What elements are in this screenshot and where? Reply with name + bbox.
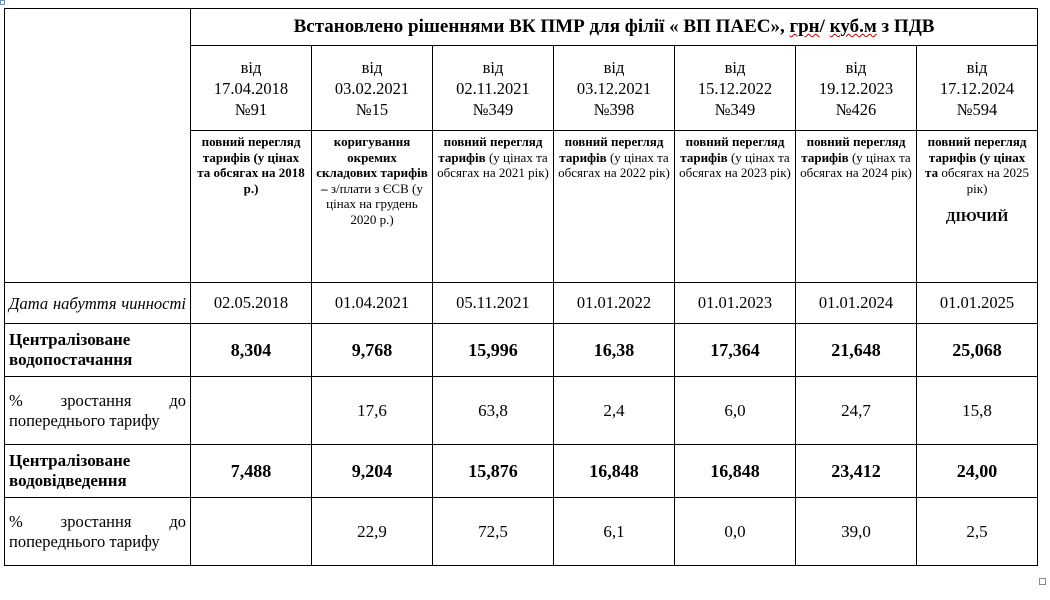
decision-header-0 bbox=[191, 46, 312, 131]
water-supply-growth-cell: 24,7 bbox=[796, 377, 917, 445]
growth-label-first-line: % зростання до bbox=[9, 512, 186, 531]
growth-label-rest: попереднього тарифу bbox=[9, 410, 160, 430]
decision-header-6 bbox=[917, 46, 1038, 131]
decision-header-2 bbox=[433, 46, 554, 131]
tariff-table-container bbox=[4, 8, 1038, 566]
water-supply-growth-cell bbox=[191, 377, 312, 445]
drainage-tariff: 23,412 bbox=[796, 445, 917, 498]
water-supply-label: Централізоване водопостачання bbox=[5, 324, 191, 377]
decision-number: №426 bbox=[835, 99, 877, 119]
effective-date-cell: 02.05.2018 bbox=[191, 283, 312, 324]
effective-date-cell: 05.11.2021 bbox=[433, 283, 554, 324]
title-suffix: з ПДВ bbox=[876, 16, 935, 37]
water-supply-tariff: 25,068 bbox=[917, 324, 1038, 377]
water-supply-growth-cell: 2,4 bbox=[554, 377, 675, 445]
decision-date: 03.12.2021 bbox=[576, 78, 652, 98]
decision-from: від bbox=[361, 57, 383, 77]
object-anchor-handle[interactable] bbox=[1039, 578, 1046, 585]
decision-number: №91 bbox=[234, 99, 268, 119]
tariff-table bbox=[4, 8, 1038, 566]
growth-label-rest: попереднього тарифу bbox=[9, 531, 160, 551]
decision-date: 19.12.2023 bbox=[818, 78, 894, 98]
drainage-growth-row bbox=[5, 498, 1038, 566]
decision-description-6 bbox=[917, 131, 1038, 283]
decision-from: від bbox=[482, 57, 504, 77]
water-supply-tariff: 21,648 bbox=[796, 324, 917, 377]
description-bold: повний перегляд тарифів bbox=[927, 134, 1027, 165]
drainage-tariff: 15,876 bbox=[433, 445, 554, 498]
empty-corner-cell bbox=[5, 9, 191, 283]
drainage-label: Централізоване водовідведення bbox=[5, 445, 191, 498]
title-text: Встановлено рішеннями ВК ПМР для філії « ВП ПАЕС», bbox=[293, 16, 790, 37]
description-bold-secondary: (у цінах та bbox=[925, 149, 1026, 180]
document-corner-mark bbox=[0, 0, 5, 5]
description-bold: повний перегляд тарифів bbox=[801, 134, 906, 165]
drainage-tariff: 9,204 bbox=[312, 445, 433, 498]
table-title bbox=[191, 9, 1038, 46]
decision-description-0 bbox=[191, 131, 312, 283]
water-supply-growth-cell: 6,0 bbox=[675, 377, 796, 445]
drainage-growth-cell: 72,5 bbox=[433, 498, 554, 566]
decision-number: №15 bbox=[355, 99, 389, 119]
effective-date-label: Дата набуття чинності bbox=[5, 283, 191, 324]
decision-from: від bbox=[240, 57, 262, 77]
current-status-label: ДІЮЧИЙ bbox=[945, 210, 1009, 225]
decision-header-1 bbox=[312, 46, 433, 131]
growth-label-first-line: % зростання до bbox=[9, 391, 186, 410]
decision-header-4 bbox=[675, 46, 796, 131]
decision-from: від bbox=[966, 57, 988, 77]
effective-date-cell: 01.01.2025 bbox=[917, 283, 1038, 324]
description-normal: (у цінах та обсягах на 2022 рік) bbox=[558, 149, 670, 180]
decision-description-4 bbox=[675, 131, 796, 283]
drainage-growth-cell: 22,9 bbox=[312, 498, 433, 566]
effective-date-cell: 01.01.2022 bbox=[554, 283, 675, 324]
drainage-growth-label bbox=[5, 498, 191, 566]
drainage-tariff: 16,848 bbox=[675, 445, 796, 498]
description-normal: (у цінах та обсягах на 2021 рік) bbox=[437, 149, 549, 180]
drainage-tariff: 16,848 bbox=[554, 445, 675, 498]
decision-from: від bbox=[845, 57, 867, 77]
water-supply-growth-cell: 63,8 bbox=[433, 377, 554, 445]
decision-description-3 bbox=[554, 131, 675, 283]
description-bold: повний перегляд тарифів bbox=[559, 134, 664, 165]
effective-date-cell: 01.04.2021 bbox=[312, 283, 433, 324]
description-bold: повний перегляд тарифів bbox=[680, 134, 785, 165]
effective-date-row bbox=[5, 283, 1038, 324]
title-unit-currency: грн bbox=[789, 16, 820, 37]
drainage-growth-cell: 39,0 bbox=[796, 498, 917, 566]
decision-from: від bbox=[724, 57, 746, 77]
effective-date-cell: 01.01.2024 bbox=[796, 283, 917, 324]
description-normal: (у цінах та обсягах на 2023 рік) bbox=[679, 149, 791, 180]
drainage-growth-cell bbox=[191, 498, 312, 566]
title-row bbox=[5, 9, 1038, 46]
decision-header-5 bbox=[796, 46, 917, 131]
title-unit-volume: куб.м bbox=[829, 16, 877, 37]
description-normal: обсягах на 2025 рік) bbox=[941, 165, 1030, 196]
description-bold: коригування окремих складових тарифів – bbox=[316, 134, 428, 196]
decision-number: №398 bbox=[593, 99, 635, 119]
decision-date: 17.12.2024 bbox=[939, 78, 1015, 98]
drainage-growth-cell: 0,0 bbox=[675, 498, 796, 566]
decision-date: 03.02.2021 bbox=[334, 78, 410, 98]
drainage-growth-cell: 6,1 bbox=[554, 498, 675, 566]
water-supply-tariff: 16,38 bbox=[554, 324, 675, 377]
effective-date-cell: 01.01.2023 bbox=[675, 283, 796, 324]
decision-date: 17.04.2018 bbox=[213, 78, 289, 98]
decision-number: №349 bbox=[714, 99, 756, 119]
drainage-row bbox=[5, 445, 1038, 498]
decision-number: №594 bbox=[956, 99, 998, 119]
water-supply-tariff: 9,768 bbox=[312, 324, 433, 377]
decision-description-2 bbox=[433, 131, 554, 283]
drainage-tariff: 24,00 bbox=[917, 445, 1038, 498]
description-bold: повний перегляд тарифів (у цінах та обсягах на 2018 р.) bbox=[197, 134, 305, 196]
water-supply-growth-label bbox=[5, 377, 191, 445]
decision-from: від bbox=[603, 57, 625, 77]
drainage-growth-cell: 2,5 bbox=[917, 498, 1038, 566]
water-supply-growth-cell: 17,6 bbox=[312, 377, 433, 445]
decision-description-5 bbox=[796, 131, 917, 283]
decision-date: 15.12.2022 bbox=[697, 78, 773, 98]
water-supply-growth-cell: 15,8 bbox=[917, 377, 1038, 445]
water-supply-tariff: 17,364 bbox=[675, 324, 796, 377]
title-separator: / bbox=[819, 16, 830, 37]
description-bold: повний перегляд тарифів bbox=[438, 134, 543, 165]
water-supply-row bbox=[5, 324, 1038, 377]
decision-number: №349 bbox=[472, 99, 514, 119]
water-supply-tariff: 15,996 bbox=[433, 324, 554, 377]
water-supply-tariff: 8,304 bbox=[191, 324, 312, 377]
decision-description-1 bbox=[312, 131, 433, 283]
decision-header-3 bbox=[554, 46, 675, 131]
water-supply-growth-row bbox=[5, 377, 1038, 445]
decision-date: 02.11.2021 bbox=[456, 78, 530, 98]
description-normal: (у цінах та обсягах на 2024 рік) bbox=[800, 149, 912, 180]
description-normal: з/плати з ЄСВ (у цінах на грудень 2020 р.) bbox=[326, 180, 423, 227]
drainage-tariff: 7,488 bbox=[191, 445, 312, 498]
